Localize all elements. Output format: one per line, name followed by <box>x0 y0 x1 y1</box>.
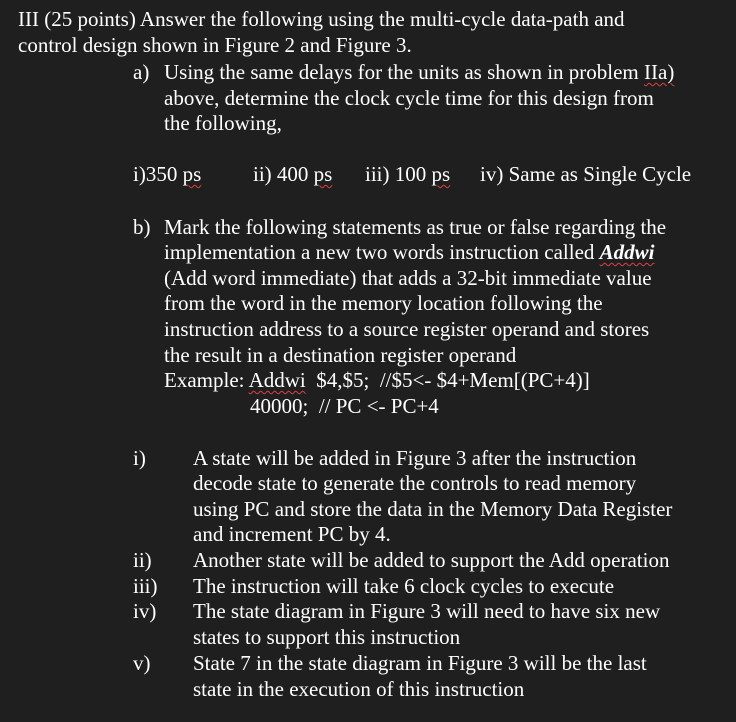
part-b-line-4: from the word in the memory location following the <box>164 291 603 315</box>
option-i <box>133 162 201 188</box>
option-iii-unit: ps <box>431 162 451 186</box>
option-iii-text: iii) 100 <box>365 162 432 186</box>
example-rest: $4,$5; //$5<- $4+Mem[(PC+4)] <box>305 368 590 392</box>
option-i-unit: ps <box>182 162 202 186</box>
question-line-1: III (25 points) Answer the following using the multi-cycle data-path and <box>18 7 625 31</box>
part-a-line-2: above, determine the clock cycle time for this design from <box>164 86 654 110</box>
option-i-text: i)350 <box>133 162 183 186</box>
instruction-name: Addwi <box>599 240 655 264</box>
part-b-line-3: (Add word immediate) that adds a 32-bit immediate value <box>164 266 652 290</box>
option-iv: iv) Same as Single Cycle <box>480 162 692 186</box>
statement-v-line-1: State 7 in the state diagram in Figure 3 will be the last <box>193 651 647 675</box>
statement-ii-number: ii) <box>133 548 152 572</box>
statement-i-number: i) <box>133 446 146 470</box>
part-b-line-2 <box>164 240 655 266</box>
statement-iv-line-1: The state diagram in Figure 3 will need to have six new <box>193 599 661 623</box>
statement-i-line-4: and increment PC by 4. <box>193 522 391 546</box>
problem-reference: IIa) <box>644 60 675 84</box>
example-label: Example: <box>164 368 249 392</box>
statement-ii-line-1: Another state will be added to support the Add operation <box>193 548 670 572</box>
question-line-2: control design shown in Figure 2 and Figure 3. <box>18 33 412 57</box>
option-ii-text: ii) 400 <box>253 162 314 186</box>
statement-iii-line-1: The instruction will take 6 clock cycles to execute <box>193 574 615 598</box>
option-iii <box>365 162 450 188</box>
option-ii <box>253 162 332 188</box>
statement-iii-number: iii) <box>133 574 158 598</box>
part-a-line-1-text: Using the same delays for the units as shown in problem <box>164 60 645 84</box>
example-line-2: 40000; // PC <- PC+4 <box>250 394 439 418</box>
part-b-line-6: the result in a destination register operand <box>164 343 517 367</box>
part-a-line-3: the following, <box>164 111 282 135</box>
statement-i-line-2: decode state to generate the controls to read memory <box>193 471 637 495</box>
statement-iv-line-2: states to support this instruction <box>193 625 461 649</box>
option-ii-unit: ps <box>313 162 333 186</box>
statement-i-line-1: A state will be added in Figure 3 after the instruction <box>193 446 637 470</box>
part-b-line-2-text: implementation a new two words instruction called <box>164 240 600 264</box>
example-line-1 <box>164 368 590 394</box>
part-a-line-1 <box>164 60 674 86</box>
part-a-label: a) <box>133 60 150 84</box>
part-b-label: b) <box>133 215 151 239</box>
statement-v-line-2: state in the execution of this instruction <box>193 677 525 701</box>
statement-i-line-3: using PC and store the data in the Memory Data Register <box>193 497 673 521</box>
part-b-line-1: Mark the following statements as true or false regarding the <box>164 215 667 239</box>
statement-v-number: v) <box>133 651 151 675</box>
part-b-line-5: instruction address to a source register operand and stores <box>164 317 650 341</box>
example-instruction: Addwi <box>248 368 306 392</box>
statement-iv-number: iv) <box>133 599 157 623</box>
